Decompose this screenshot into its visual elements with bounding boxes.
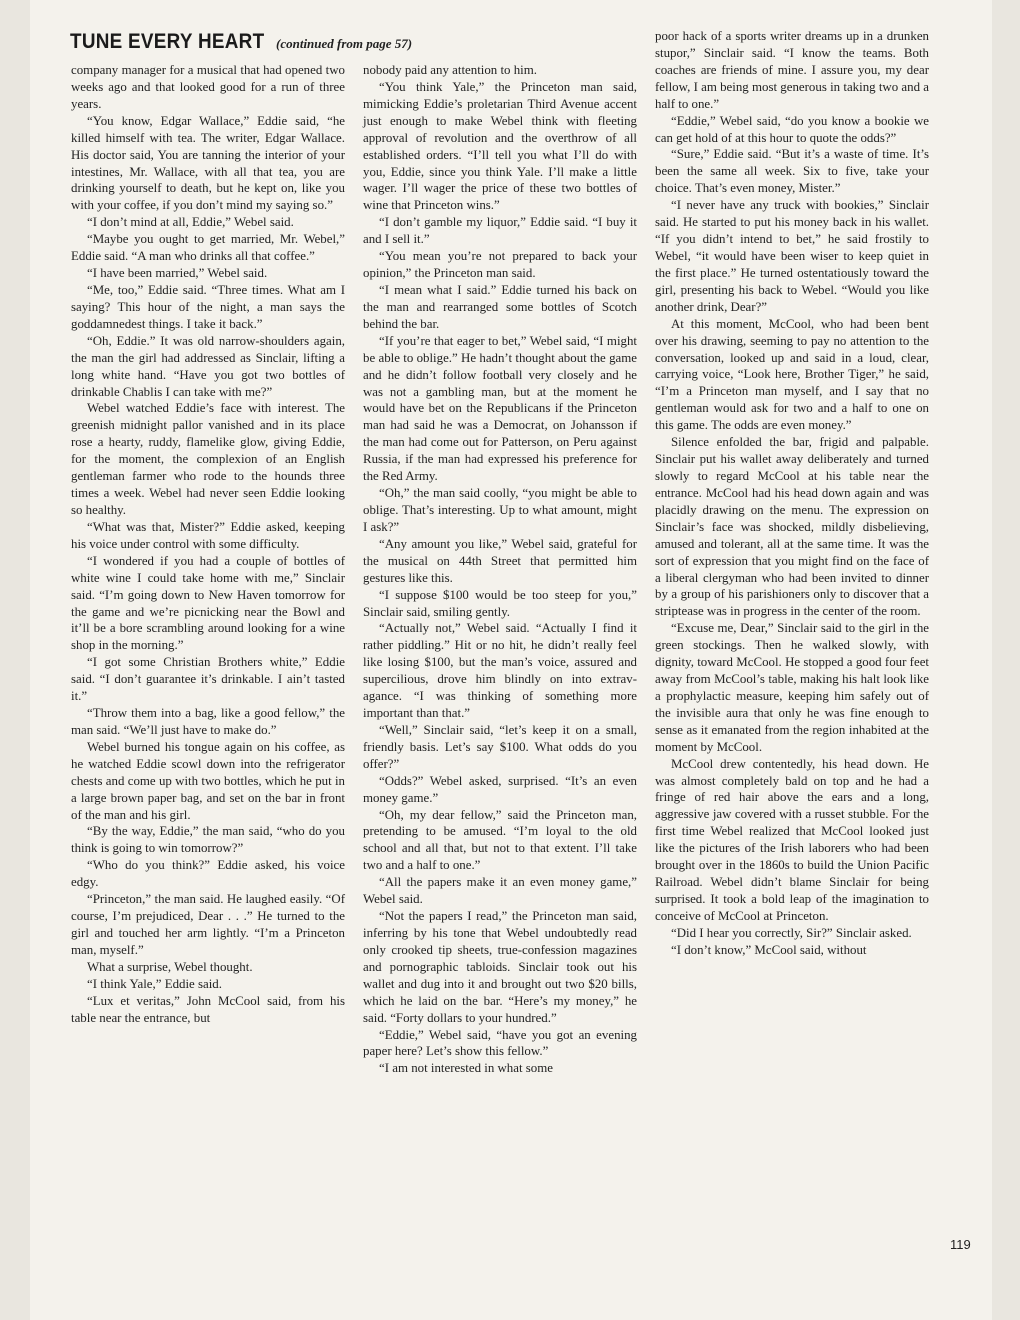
paragraph: “Actually not,” Webel said. “Actually I find it rather piddling.” Hit or no hit, he didn’t really feel like losing $100, but the man’s voice, assured and supercilious, drove him blindly on into extravagance. “I was thinking of something more important than that.” [363, 621, 637, 721]
paragraph: “Oh, my dear fellow,” said the Princeton man, pretending to be amused. “I’m loyal to the old school and all that, but not to that extent. I’ll take two and a half to one.” [363, 807, 637, 873]
article-title: TUNE EVERY HEART [70, 30, 265, 53]
paragraph: “I am not interested in what some [379, 1061, 553, 1076]
paragraph: “Who do you think?” Eddie asked, his voice edgy. [71, 858, 345, 890]
paragraph: poor hack of a sports writer dreams up in a drunken stupor,” Sinclair said. “I know the teams. Both coaches are friends of mine. I assure you, my dear fellow, I am being most generous in taking two and a half to one.” [655, 29, 929, 111]
paragraph: nobody paid any attention to him. [363, 63, 537, 77]
paragraph: “By the way, Eddie,” the man said, “who do you think is going to win tomorrow?” [71, 824, 345, 856]
paragraph: “I don’t mind at all, Eddie,” Webel said. [87, 215, 294, 230]
paragraph: “I don’t know,” McCool said, without [671, 942, 867, 957]
paragraph: “Eddie,” Webel said, “have you got an evening paper here? Let’s show this fellow.” [363, 1027, 637, 1059]
continuation-note: (continued from page 57) [276, 36, 413, 51]
paragraph: “All the papers make it an even money game,” Webel said. [363, 875, 637, 907]
paragraph: “I suppose $100 would be too steep for you,” Sinclair said, smiling gently. [363, 587, 637, 619]
paragraph: “Any amount you like,” Webel said, grateful for the musical on 44th Street that permitted him gestures like this. [363, 536, 637, 585]
paragraph: “Oh,” the man said coolly, “you might be able to oblige. That’s interesting. Up to what amount, might I ask?” [363, 486, 637, 534]
paragraph: “I think Yale,” Eddie said. [87, 976, 222, 991]
paragraph: McCool drew contentedly, his head down. He was almost completely bald on top and he had a fringe of red hair above the ears and a long, aggressive jaw covered with a russet stubble. For the first time Webel realized that McCool looked just like the pictures of the Irish laborers who had been brought over in the 1860s to build the Union Pacific Railroad. Webel didn’t blame Sinclair for being surprised. It took a bold leap of the imagination to conceive of McCool at Princeton. [655, 756, 929, 923]
paragraph: “I wondered if you had a couple of bottles of white wine I could take home with me,” Sinclair said. “I’m going down to New Haven tomorrow for the game and we’re picnicking near the Bowl and it’ll be a bore scrambling around looking for a wine shop in the morning.” [71, 553, 345, 653]
paragraph: “Excuse me, Dear,” Sinclair said to the girl in the green stockings. Then he walked slowly, with dignity, toward McCool. He stopped a good four feet away from McCool’s table, making his halt look like a prophylactic measure, keeping him safely out of the invisible aura that only he was fine enough to sense as it emanated from the region inhabited at the moment by McCool. [655, 621, 929, 754]
paragraph: “I never have any truck with bookies,” Sinclair said. He started to put his money back in his wallet. “If you didn’t intend to bet,” he said frostily to Webel, “it would have been wiser to keep quiet in the first place.” He turned ostentatiously toward the girl, presenting his back to Webel. “Would you like another drink, Dear?” [655, 198, 929, 314]
text-column-2 [363, 62, 637, 1077]
paragraph: “Well,” Sinclair said, “let’s keep it on a small, friendly basis. Let’s say $100. What odds do you offer?” [363, 722, 637, 771]
paragraph: “Did I hear you correctly, Sir?” Sinclair asked. [671, 925, 912, 940]
paragraph: Silence enfolded the bar, frigid and palpable. Sinclair put his wallet away deliberately and turned slowly to regard McCool at his table near the entrance. McCool had his head down again and was placidly drawing on the menu. The expression on Sinclair’s face was shocked, mildly disbelieving, amused and tolerant, all at the same time. It was the sort of expression that you might find on the face of a liberal clergyman who had been invited to dinner by a group of his parishioners only to discover that a striptease was in progress in the center of the room. [655, 435, 929, 619]
paragraph: “You think Yale,” the Princeton man said, mimicking Eddie’s proletarian Third Avenue accent just enough to make Webel think with fleeting approval of revolution and the overthrow of all established orders. “I’ll tell you what I’ll do with you, Eddie, since you think Yale. I’ll make a little wager. I’ll wager the price of these two bottles of wine that Princeton wins.” [363, 79, 637, 213]
magazine-page [30, 0, 992, 1320]
paragraph: “If you’re that eager to bet,” Webel said, “I might be able to oblige.” He hadn’t thought about the game and he didn’t follow football very closely and he was not a gambling man, but at the moment he would have bet on the Republicans if the Princeton man had said he was a Democrat, on Johansson if the man had come out for Patterson, on Peru against Russia, if the man had expressed his preference for the Red Army. [363, 333, 637, 484]
paragraph: “Lux et veritas,” John McCool said, from his table near the entrance, but [71, 993, 345, 1025]
text-column-1 [71, 62, 345, 1027]
text-column-3 [655, 28, 929, 959]
paragraph: Webel burned his tongue again on his coffee, as he watched Eddie scowl down into the refrigerator chests and come up with two bottles, which he put in a large brown paper bag, and set on the bar in front of the man and his girl. [71, 739, 345, 822]
paragraph: “Not the papers I read,” the Princeton man said, inferring by his tone that Webel undoubtedly read only crooked tip sheets, true-confession magazines and pornographic tabloids. Sinclair took out his wallet and dug into it and brought out two $20 bills, which he laid on the bar. “Here’s my money,” he said. “Forty dollars to your hundred.” [363, 909, 637, 1025]
paragraph: “Oh, Eddie.” It was old narrow-shoulders again, the man the girl had addressed as Sinclair, lifting a long white hand. “Have you got two bottles of drinkable Chablis I can take with me?” [71, 333, 345, 399]
paragraph: “Sure,” Eddie said. “But it’s a waste of time. It’s been the same all week. Six to five, take your choice. That’s even money, Mister.” [655, 147, 929, 196]
paragraph: “I got some Christian Brothers white,” Eddie said. “I don’t guarantee it’s drinkable. I ain’t tasted it.” [71, 655, 345, 704]
paragraph: “Throw them into a bag, like a good fellow,” the man said. “We’ll just have to make do.” [71, 706, 345, 737]
article-header [70, 30, 412, 54]
paragraph: “I don’t gamble my liquor,” Eddie said. “I buy it and I sell it.” [363, 215, 637, 247]
paragraph: Webel watched Eddie’s face with interest. The greenish midnight pallor vanished and in its place rose a hearty, ruddy, flamelike glow, giving Eddie, for the moment, the complexion of an English gentleman farmer who rode to the hounds three times a week. Webel had never seen Eddie looking so healthy. [71, 401, 345, 517]
paragraph: What a surprise, Webel thought. [87, 959, 253, 974]
paragraph: “Princeton,” the man said. He laughed easily. “Of course, I’m prejudiced, Dear . . .” He turned to the girl and touched her arm lightly. “I’m a Princeton man, myself.” [71, 892, 345, 957]
paragraph: company manager for a musical that had opened two weeks ago and that looked good for a run of three years. [71, 63, 345, 111]
paragraph: At this moment, McCool, who had been bent over his drawing, seeming to pay no attention to the conversation, looked up and said in a loud, clear, carrying voice, “Look here, Brother Tiger,” he said, “I’m a Princeton man myself, and I say that no gentleman would ask for two and a half to one on this game. The odds are even money.” [655, 316, 929, 433]
paragraph: “Eddie,” Webel said, “do you know a bookie we can get hold of at this hour to quote the odds?” [655, 113, 929, 145]
page-number: 119 [950, 1237, 971, 1252]
paragraph: “You mean you’re not prepared to back your opinion,” the Princeton man said. [363, 249, 637, 281]
paragraph: “You know, Edgar Wallace,” Eddie said, “he killed himself with tea. The writer, Edgar Wallace. His doctor said, You are tanning the interior of your intestines, Mr. Wallace, with all that tea, you are drinking yourself to death, but he kept on, like you with your coffee, if you don’t mind my saying so.” [71, 113, 345, 213]
paragraph: “I have been married,” Webel said. [87, 266, 268, 281]
paragraph: “What was that, Mister?” Eddie asked, keeping his voice under control with some difficulty. [71, 519, 345, 551]
paragraph: “I mean what I said.” Eddie turned his back on the man and rearranged some bottles of Scotch behind the bar. [363, 282, 637, 331]
paragraph: “Me, too,” Eddie said. “Three times. What am I saying? This hour of the night, a man says the goddamnedest things. I take it back.” [71, 282, 345, 331]
paragraph: “Maybe you ought to get married, Mr. Webel,” Eddie said. “A man who drinks all that coffee.” [71, 232, 345, 264]
paragraph: “Odds?” Webel asked, surprised. “It’s an even money game.” [363, 773, 637, 805]
